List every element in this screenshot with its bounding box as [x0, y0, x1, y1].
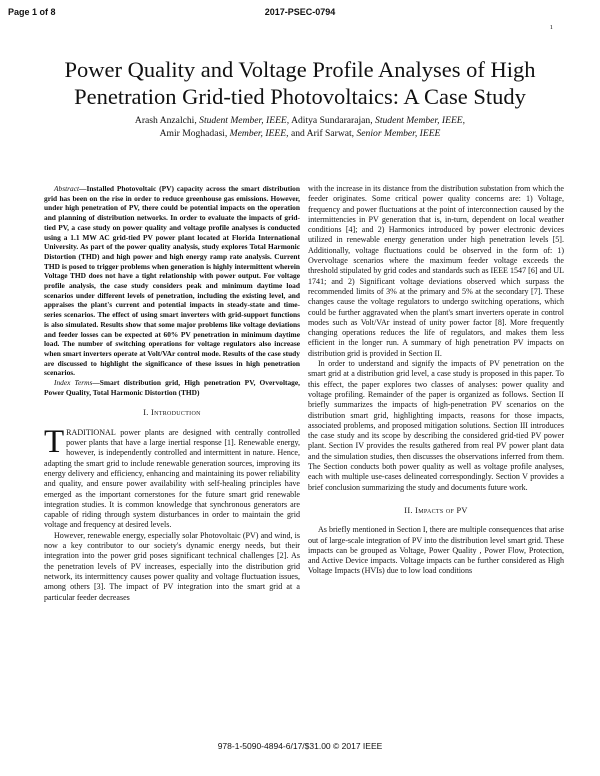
- abstract-text: Installed Photovoltaic (PV) capacity across the smart distribution grid has been on the rise in order to reduce greenhouse gas emissions. However, under high penetration of PV, there could be potential impacts on the operation and planning of distribution networks. In order to evaluate the impacts of grid-tied PV, a case study on power quality and voltage profile analyses is conducted using a 1.1 MW AC grid-tied PV power plant located at Florida International University. As part of the power quality analysis, study explores Total Harmonic Distortion (THD) and high power and high energy ramp rate analysis. Current THD is posed to trigger problems when generation is highly intermittent wherein Voltage THD does not have a tight relationship with power output. For voltage profile analysis, the case study considers peak and minimum daytime load scenarios under different levels of penetration, including the existing level, and appraises the plant's current and potential impacts in steady-state and time-series scenarios. The effect of using smart inverters with grid-support functions is also simulated. Results show that some major problems like voltage deviations and feeder losses can be expected at 60% PV penetration in minimum daytime load. The number of switching operations for voltage regulators also increase when smart inverters operate at Volt/VAr control mode. Results of the case study are discussed to highlight the significance of these issues in high penetration scenarios.: [44, 184, 300, 378]
- intro-paragraph-3: with the increase in its distance from the distribution substation from which the feeder originates. Some critical power quality concerns are: 1) Voltage, frequency and power fluctuations at the point of interconnection caused by the intermittencies in PV generation that is, in-turn, dependent on local weather conditions [4]; and 2) Harmonics introduced by power electronic devices utilized in renewable energy generation under high penetration levels [5]. Additionally, voltage fluctuations could be observed in the form of: 1) Overvoltage scenarios where the maximum feeder voltage exceeds the threshold stipulated by grid codes and standards such as IEEE 1547 [6] and UL 1741; and 2) Significant voltage deviations observed which surpass the recommended limits of 3% at the primary and 5% at the secondary [7]. These changes cause the voltage regulators to undergo switching operations, which could be further aggravated when the plant's smart inverters operate in control modes such as Volt/VAr instead of unity power factor [8]. More frequently changing operations reduces the life of regulators, and makes them less efficient in the longer run. A summary of high penetration PV impacts on distribution grid is provided in Section II.: [308, 184, 564, 358]
- em-dash: —: [92, 378, 100, 388]
- right-column: [308, 184, 564, 577]
- author-name: Aditya Sundararajan,: [291, 115, 373, 126]
- author-role: Student Member, IEEE,: [199, 115, 290, 126]
- copyright-footer: 978-1-5090-4894-6/17/$31.00 © 2017 IEEE: [217, 741, 383, 751]
- intro-paragraph-1: [44, 423, 300, 531]
- intro-paragraph-2: However, renewable energy, especially solar Photovoltaic (PV) and wind, is now a key contributor to our society's dynamic energy needs, but their integration into the power grid poses significant technical challenges [2]. As the penetration levels of PV increases, especially into the distribution grid network, its intermittency causes power quality and voltage fluctuation issues, among others [3]. The impact of PV integration into the smart grid at a particular feeder decreases: [44, 530, 300, 602]
- section-heading-impacts: [308, 506, 564, 516]
- index-terms-text: Smart distribution grid, High penetration PV, Overvoltage, Power Quality, Total Harmonic Distortion (THD): [44, 378, 300, 397]
- section-numeral: II.: [404, 505, 413, 515]
- lead-word: RADITIONAL: [66, 427, 116, 437]
- page-number: 1: [549, 24, 553, 31]
- author-role: Member, IEEE,: [229, 128, 289, 139]
- author-name: Amir Moghadasi,: [159, 128, 228, 139]
- intro-paragraph-4: In order to understand and signify the impacts of PV penetration on the smart grid at a distribution grid level, a case study is proposed in this paper. To this effect, the paper explores two classes of analyses: power quality and voltage profiling. Remainder of the paper is organized as follows. Section II briefly summarizes the impacts of high-penetration PV scenarios on the distribution smart grid, highlighting impacts, reasons for those impacts, associated problems, and proposed mitigation solutions. Section III introduces the case study and its scope by describing the considered grid-tied PV power plant. Section IV provides the results gathered from real PV power plant data and the simulation studies, then discusses the observations inferred from them. The Section conducts both power quality as well as voltage profile analyses, each with multiple use-cases delineated correspondingly. Section V provides a brief conclusion summarizing the study and documents future work.: [308, 359, 564, 492]
- index-terms: [44, 378, 300, 397]
- author-role: Student Member, IEEE,: [375, 115, 466, 126]
- author-name: Arash Anzalchi,: [134, 115, 197, 126]
- author-role: Senior Member, IEEE: [356, 128, 441, 139]
- paper-code: 2017-PSEC-0794: [264, 7, 336, 17]
- section-title: Introduction: [151, 408, 201, 418]
- abstract: [44, 184, 300, 378]
- paragraph-text: power plants are designed with centrally controlled power plants that have a large inertial response [1]. Renewable energy, however, is independently controlled and intermittent in nature. Hence, adapting the smart grid to include renewable generation sources, improving its energy delivery and efficiency, enhancing and maintaining its power reliability and quality, and ensure power availability with self-healing principles have emerged as the important cornerstones for the future smart grid renewable integration studies. It is common knowledge that synchronous generators are capable of riding through system disturbances in order to maintain the grid voltage and frequency at desired levels.: [44, 427, 300, 530]
- page-count: Page 1 of 8: [8, 7, 56, 17]
- section-numeral: I.: [143, 408, 149, 418]
- impacts-paragraph-1: As briefly mentioned in Section I, there are multiple consequences that arise out of large-scale integration of PV into the distribution level smart grid. These impacts can be grouped as Voltage, Power Quality , Power Flow, Protection, and Active Device impacts. Voltage impacts can be further considered as High Voltage Impacts (HVIs) due to low load conditions: [308, 525, 564, 576]
- author-list: [60, 114, 540, 140]
- author-name: and Arif Sarwat,: [290, 128, 355, 139]
- paper-title: Power Quality and Voltage Profile Analyses of High Penetration Grid-tied Photovoltaics: A Case Study: [64, 57, 536, 109]
- section-heading-introduction: [44, 408, 300, 418]
- abstract-label: Abstract: [54, 184, 80, 193]
- section-title: Impacts of PV: [415, 505, 468, 515]
- drop-cap: T: [44, 423, 65, 460]
- left-column: [44, 184, 300, 603]
- em-dash: —: [79, 184, 87, 193]
- index-terms-label: Index Terms: [54, 378, 93, 388]
